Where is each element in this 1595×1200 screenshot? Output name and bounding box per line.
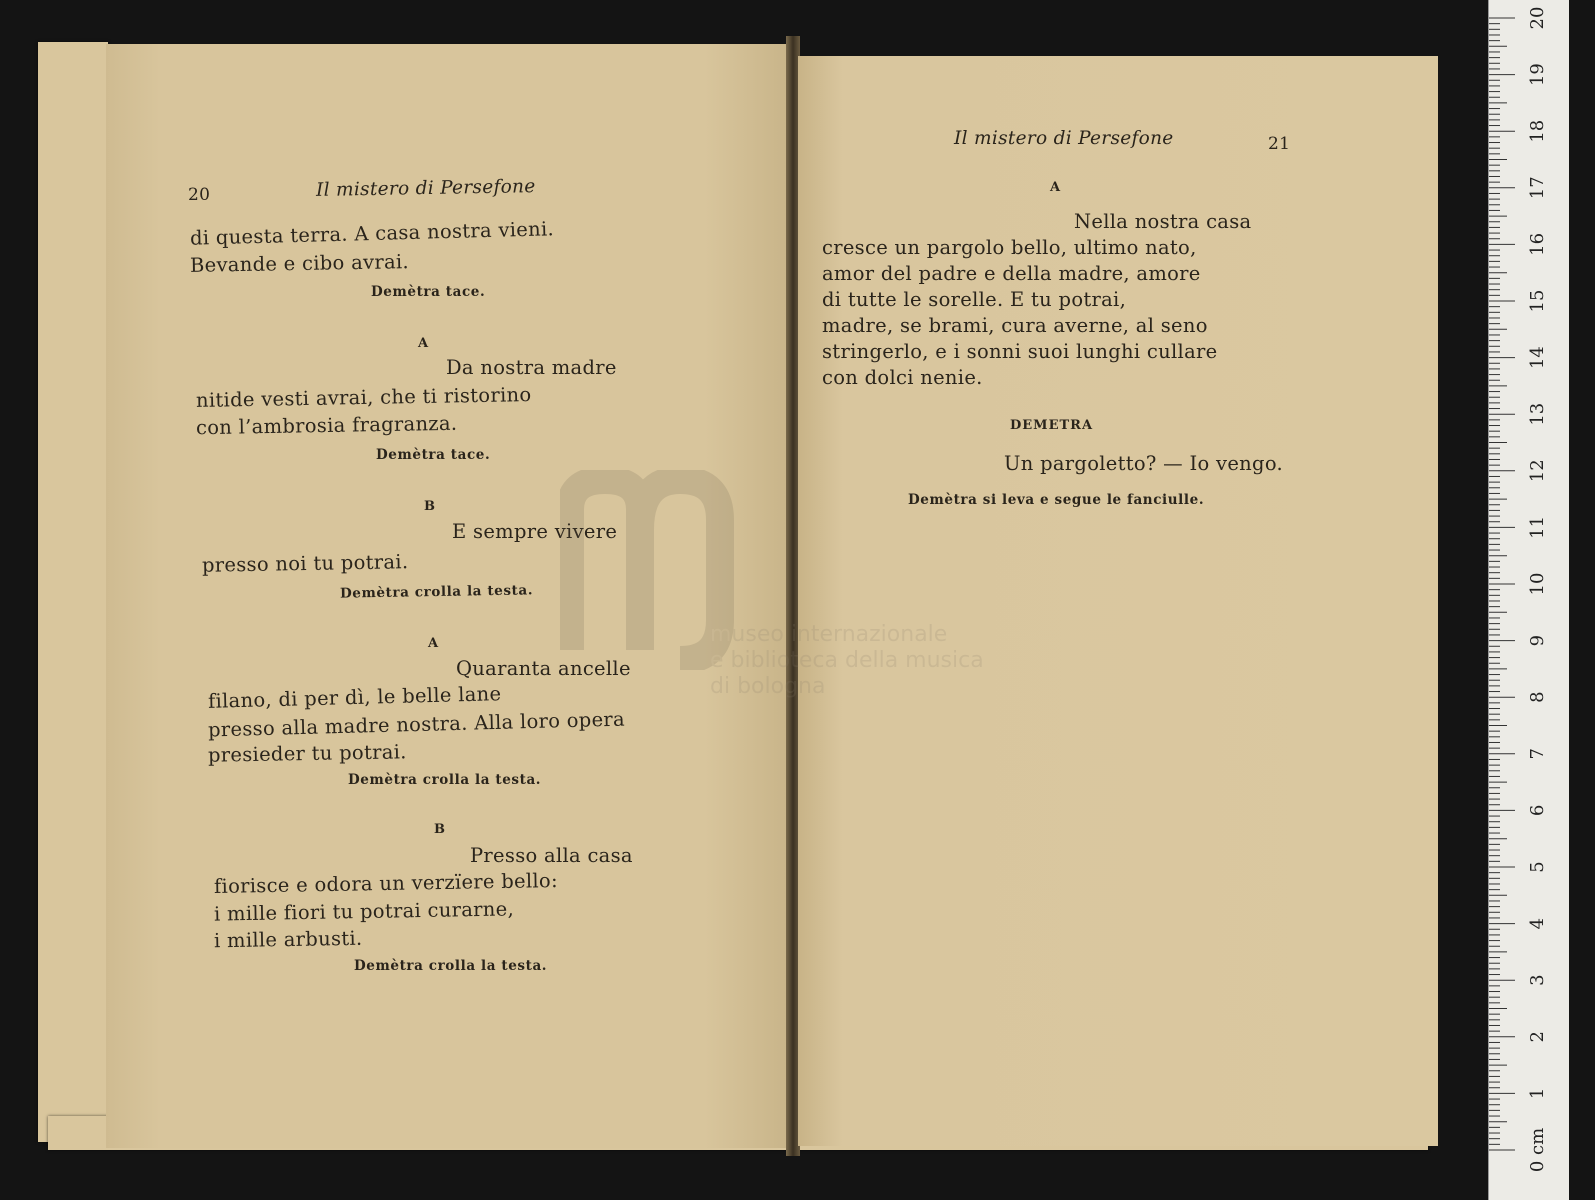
verse-line: Presso alla casa	[470, 844, 633, 867]
ruler-label: 11	[1527, 515, 1548, 539]
verse-line: filano, di per dì, le belle lane	[207, 682, 502, 713]
verse-line: nitide vesti avrai, che ti ristorino	[195, 383, 532, 412]
stage-direction: Demètra tace.	[371, 284, 486, 300]
stage-direction: Demètra tace.	[376, 447, 491, 463]
verse-line: presso alla madre nostra. Alla loro opera	[207, 707, 626, 742]
speaker-label: A	[428, 636, 440, 651]
ruler-label: 3	[1527, 974, 1548, 986]
ruler-label: 17	[1527, 176, 1548, 200]
ruler-label: 8	[1527, 691, 1548, 703]
ruler-label: 9	[1527, 634, 1548, 647]
verse-line: Nella nostra casa	[1074, 210, 1252, 233]
verse-line: con l’ambrosia fragranza.	[195, 411, 458, 440]
verse-line: di tutte le sorelle. E tu potrai,	[822, 288, 1127, 311]
ruler-label: 19	[1527, 63, 1548, 87]
page-stack-left	[38, 42, 108, 1142]
right-page	[798, 56, 1438, 1146]
ruler-label: 1	[1527, 1087, 1548, 1100]
speaker-label: B	[424, 499, 436, 514]
running-title: Il mistero di Persefone	[315, 176, 536, 201]
verse-line: Quaranta ancelle	[456, 657, 631, 680]
ruler-label: 18	[1527, 119, 1548, 143]
verse-line: fiorisce e odora un verzïere bello:	[213, 869, 559, 898]
verse-line: Bevande e cibo avrai.	[189, 250, 410, 277]
verse-line: con dolci nenie.	[822, 366, 983, 389]
ruler-label: 4	[1527, 917, 1548, 930]
stage-direction: Demètra si leva e segue le fanciulle.	[908, 492, 1205, 508]
running-title: Il mistero di Persefone	[954, 128, 1174, 149]
ruler-label: 6	[1527, 804, 1548, 817]
verse-line: cresce un pargolo bello, ultimo nato,	[822, 236, 1197, 259]
ruler-label: 0 cm	[1527, 1127, 1548, 1173]
page-number: 20	[188, 185, 211, 205]
ruler-label: 16	[1527, 232, 1548, 256]
verse-line: i mille arbusti.	[213, 926, 363, 953]
ruler-label: 12	[1527, 459, 1548, 483]
page-number: 21	[1268, 134, 1291, 154]
verse-line: di questa terra. A casa nostra vieni.	[189, 217, 555, 250]
ruler-scale	[1489, 0, 1569, 1200]
verse-line: presieder tu potrai.	[207, 740, 407, 767]
open-book	[38, 36, 1428, 1156]
verse-line: madre, se brami, cura averne, al seno	[822, 314, 1208, 337]
verse-line: stringerlo, e i sonni suoi lunghi cullare	[822, 340, 1218, 363]
verse-line: Un pargoletto? — Io vengo.	[1004, 452, 1284, 475]
speaker-label: B	[434, 822, 446, 837]
ruler-label: 15	[1527, 289, 1548, 313]
ruler-label: 13	[1527, 402, 1548, 426]
verse-line: i mille fiori tu potrai curarne,	[213, 897, 515, 926]
left-page	[106, 44, 786, 1148]
verse-line: amor del padre e della madre, amore	[822, 262, 1201, 285]
ruler-label: 10	[1527, 572, 1548, 596]
ruler-label: 20	[1527, 6, 1548, 30]
stage-direction: Demètra crolla la testa.	[354, 958, 548, 974]
speaker-label: DEMETRA	[1010, 418, 1094, 433]
verse-line: presso noi tu potrai.	[201, 550, 409, 577]
stage-direction: Demètra crolla la testa.	[339, 582, 534, 602]
ruler-label: 7	[1527, 748, 1548, 760]
verse-line: E sempre vivere	[452, 520, 618, 543]
speaker-label: A	[1050, 180, 1062, 195]
stage-direction: Demètra crolla la testa.	[348, 772, 542, 788]
ruler-label: 2	[1527, 1031, 1548, 1043]
ruler-label: 5	[1527, 861, 1548, 873]
verse-line: Da nostra madre	[446, 356, 617, 379]
speaker-label: A	[418, 336, 430, 351]
measurement-ruler	[1488, 0, 1569, 1200]
ruler-label: 14	[1527, 346, 1548, 370]
